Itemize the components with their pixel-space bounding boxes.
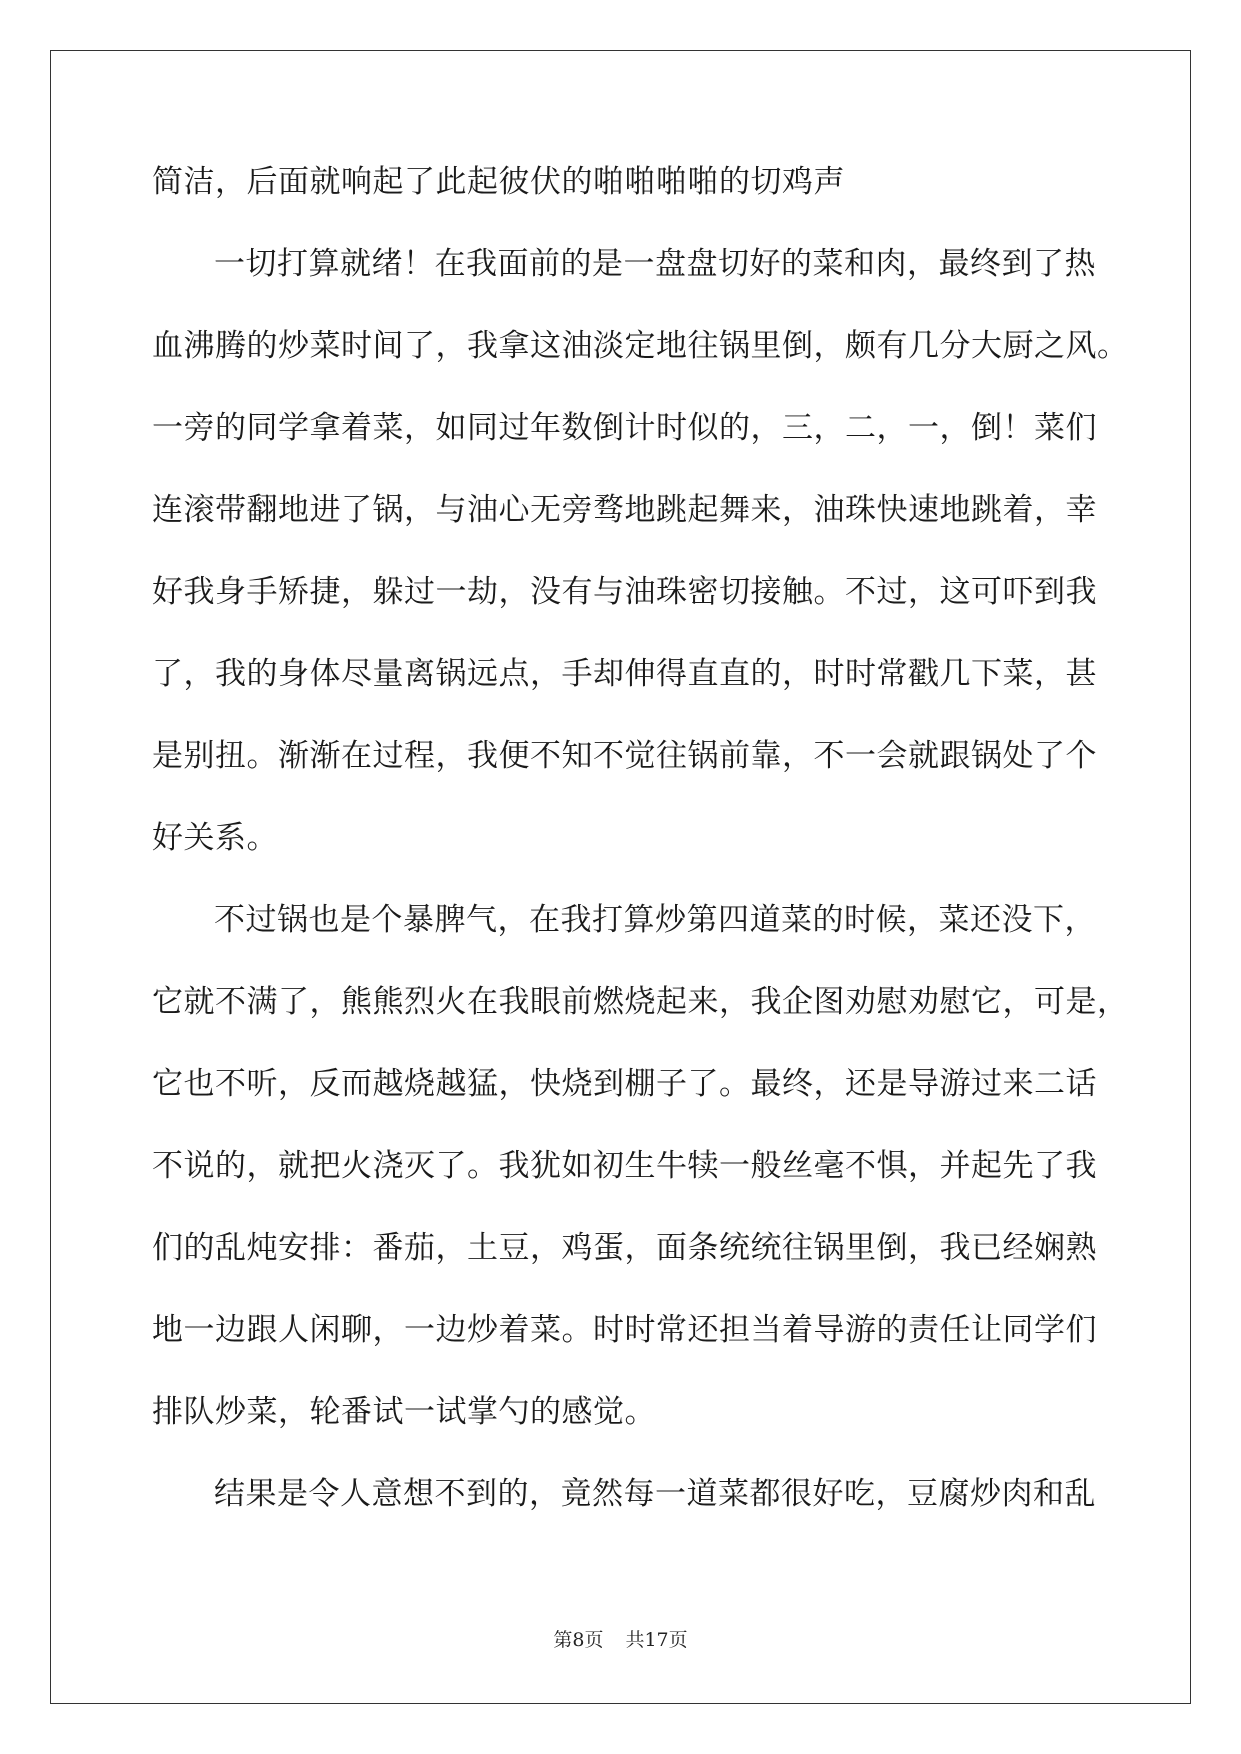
text-line: 不说的，就把火浇灭了。我犹如初生牛犊一般丝毫不惧，并起先了我	[152, 1148, 1097, 1184]
document-body	[152, 164, 1129, 1558]
text-line: 好关系。	[152, 820, 278, 856]
text-line: 好我身手矫捷，躲过一劫，没有与油珠密切接触。不过，这可吓到我	[152, 574, 1097, 610]
page-total: 共17页	[625, 1629, 688, 1651]
text-line: 一切打算就绪！在我面前的是一盘盘切好的菜和肉，最终到了热	[214, 246, 1096, 282]
text-line: 地一边跟人闲聊，一边炒着菜。时时常还担当着导游的责任让同学们	[152, 1312, 1097, 1348]
text-line: 了，我的身体尽量离锅远点，手却伸得直直的，时时常戳几下菜，甚	[152, 656, 1097, 692]
text-line: 是别扭。渐渐在过程，我便不知不觉往锅前靠，不一会就跟锅处了个	[152, 738, 1097, 774]
text-line: 们的乱炖安排：番茄，土豆，鸡蛋，面条统统往锅里倒，我已经娴熟	[152, 1230, 1097, 1266]
page-footer	[0, 1628, 1241, 1652]
text-line: 简洁，后面就响起了此起彼伏的啪啪啪啪的切鸡声	[152, 164, 845, 200]
text-line: 它也不听，反而越烧越猛，快烧到棚子了。最终，还是导游过来二话	[152, 1066, 1097, 1102]
text-line: 结果是令人意想不到的，竟然每一道菜都很好吃，豆腐炒肉和乱	[214, 1476, 1096, 1512]
text-line: 一旁的同学拿着菜，如同过年数倒计时似的，三，二，一，倒！菜们	[152, 410, 1097, 446]
page-number: 第8页	[553, 1629, 604, 1651]
text-line: 连滚带翻地进了锅，与油心无旁骛地跳起舞来，油珠快速地跳着，幸	[152, 492, 1097, 528]
text-line: 血沸腾的炒菜时间了，我拿这油淡定地往锅里倒，颇有几分大厨之风。	[152, 328, 1129, 364]
text-line: 排队炒菜，轮番试一试掌勺的感觉。	[152, 1394, 656, 1430]
text-line: 它就不满了，熊熊烈火在我眼前燃烧起来，我企图劝慰劝慰它，可是，	[152, 984, 1129, 1020]
text-line: 不过锅也是个暴脾气，在我打算炒第四道菜的时候，菜还没下，	[214, 902, 1096, 938]
